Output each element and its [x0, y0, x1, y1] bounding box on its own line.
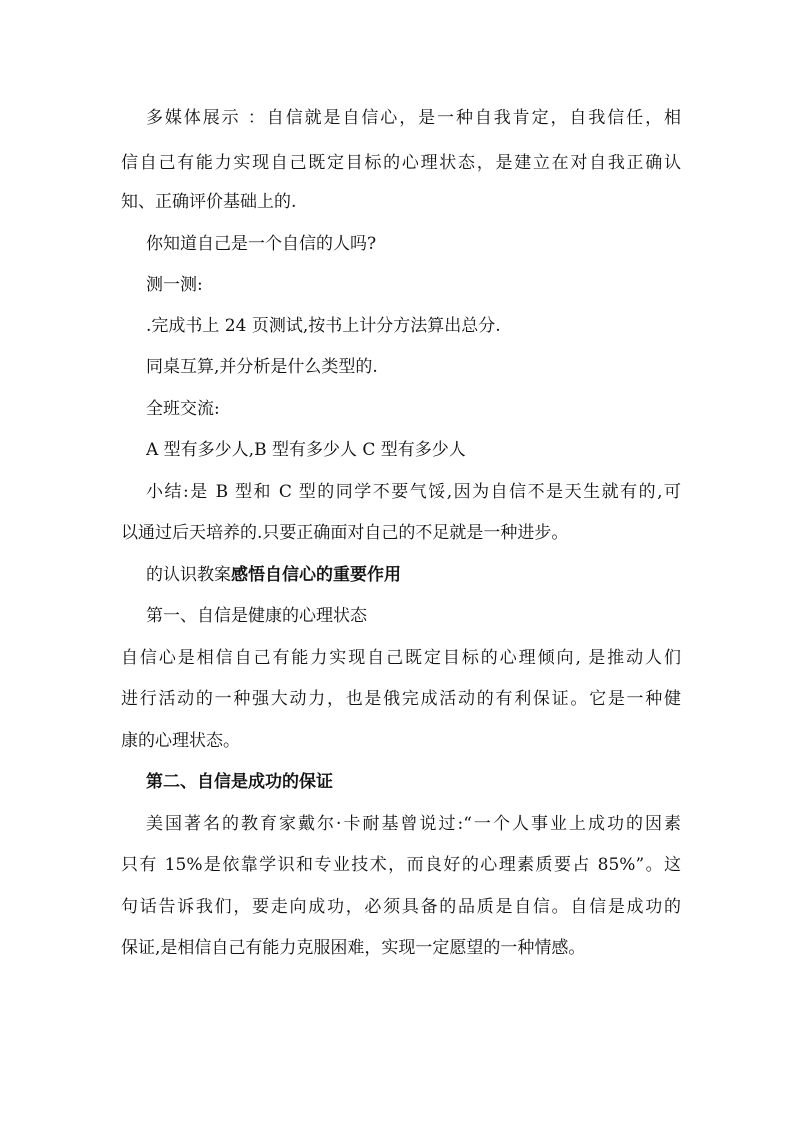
point-1-body-line-1: 自信心是相信自己有能力实现自己既定目标的心理倾向, 是推动人们 [121, 648, 681, 668]
point-2-body-line-3: 句话告诉我们，要走向成功，必须具备的品质是自信。自信是成功的 [121, 897, 681, 917]
test-step-1: .完成书上 24 页测试,按书上计分方法算出总分. [146, 316, 501, 336]
intro-line-1: 多媒体展示 ：自信就是自信心，是一种自我肯定，自我信任，相 [146, 108, 681, 128]
point-2-heading: 第二、自信是成功的保证 [146, 772, 333, 792]
test-step-2: 同桌互算,并分析是什么类型的. [146, 357, 378, 377]
intro-line-2: 信自己有能力实现自己既定目标的心理状态，是建立在对自我正确认 [121, 153, 681, 173]
type-counts: A 型有多少人,B 型有多少人 C 型有多少人 [146, 440, 466, 460]
point-1-body-line-2: 进行活动的一种强大动力，也是俄完成活动的有利保证。它是一种健 [121, 689, 681, 709]
section-heading-prefix: 的认识教案 [146, 565, 231, 585]
class-exchange: 全班交流: [146, 399, 220, 419]
point-2-body-line-4: 保证,是相信自己有能力克服困难，实现一定愿望的一种情感。 [121, 938, 586, 958]
point-1-heading: 第一、自信是健康的心理状态 [146, 606, 367, 626]
test-heading: 测一测: [146, 275, 203, 295]
point-1-body-line-3: 康的心理状态。 [121, 731, 240, 751]
section-heading [146, 564, 681, 586]
summary-line-1: 小结:是 B 型和 C 型的同学不要气馁,因为自信不是天生就有的,可 [146, 482, 681, 502]
self-confidence-question: 你知道自己是一个自信的人吗? [146, 234, 377, 254]
point-2-body-line-2: 只有 15%是依靠学识和专业技术，而良好的心理素质要占 85%”。这 [121, 855, 681, 875]
summary-line-2: 以通过后天培养的.只要正确面对自己的不足就是一种进步。 [121, 523, 569, 543]
point-2-body-line-1: 美国著名的教育家戴尔·卡耐基曾说过:“一个人事业上成功的因素 [146, 814, 681, 834]
intro-line-3: 知、正确评价基础上的. [121, 192, 297, 212]
section-heading-bold: 感悟自信心的重要作用 [231, 565, 401, 585]
